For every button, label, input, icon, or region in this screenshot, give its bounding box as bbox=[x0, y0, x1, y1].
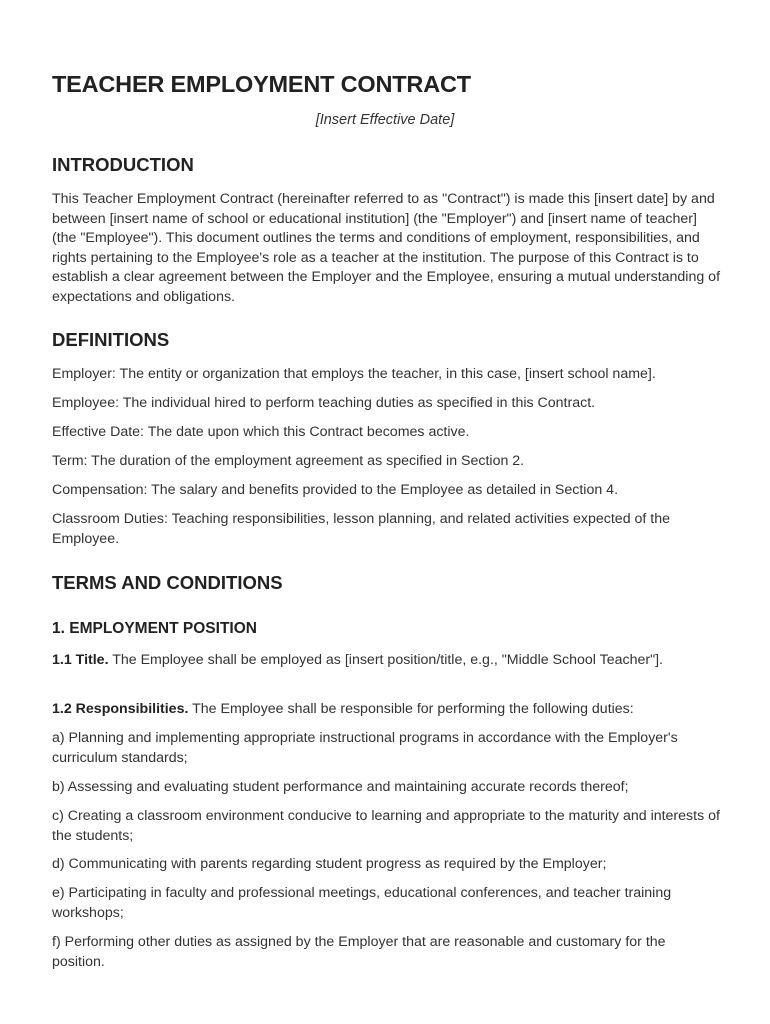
clause-1-1 bbox=[52, 651, 720, 671]
definition-item: Employer: The entity or organization that employs the teacher, in this case, [insert school name]. bbox=[52, 366, 656, 382]
definition-item: Classroom Duties: Teaching responsibilities, lesson planning, and related activities expected of the Employee. bbox=[52, 511, 671, 547]
definition-item: Employee: The individual hired to perform teaching duties as specified in this Contract. bbox=[52, 395, 596, 411]
clause-1-2-text: The Employee shall be responsible for performing the following duties: bbox=[188, 701, 634, 717]
clause-1-1-text: The Employee shall be employed as [insert position/title, e.g., "Middle School Teacher"]. bbox=[108, 652, 664, 668]
introduction-text: This Teacher Employment Contract (hereinafter referred to as "Contract") is made this [insert date] by and between [insert name of school or educational institution] (the "Employer") and [insert name of teacher] (the "Employee"). This document outlines the terms and conditions of employment, responsibilities, and rights pertaining to the Employee's role as a teacher at the institution. The purpose of this Contract is to establish a clear agreement between the Employer and the Employee, ensuring a mutual understanding of expectations and obligations. bbox=[52, 191, 721, 305]
introduction-heading: INTRODUCTION bbox=[52, 154, 194, 175]
duty-item: d) Communicating with parents regarding student progress as required by the Employer; bbox=[52, 856, 607, 872]
definition-item: Term: The duration of the employment agreement as specified in Section 2. bbox=[52, 453, 525, 469]
clause-1-2 bbox=[52, 700, 720, 720]
terms-heading: TERMS AND CONDITIONS bbox=[52, 572, 283, 593]
definition-item: Compensation: The salary and benefits provided to the Employee as detailed in Section 4. bbox=[52, 482, 619, 498]
duty-item: e) Participating in faculty and professional meetings, educational conferences, and teacher training workshops; bbox=[52, 885, 672, 921]
clause-1-2-label: 1.2 Responsibilities. bbox=[52, 701, 189, 717]
duty-item: b) Assessing and evaluating student performance and maintaining accurate records thereof; bbox=[52, 779, 629, 795]
duty-item: c) Creating a classroom environment conducive to learning and appropriate to the maturity and interests of the students; bbox=[52, 808, 720, 844]
duty-item: f) Performing other duties as assigned by the Employer that are reasonable and customary for the position. bbox=[52, 934, 666, 970]
definition-item: Effective Date: The date upon which this Contract becomes active. bbox=[52, 424, 470, 440]
clause-1-1-label: 1.1 Title. bbox=[52, 652, 109, 668]
document-title: TEACHER EMPLOYMENT CONTRACT bbox=[52, 71, 471, 97]
section-1-heading: 1. EMPLOYMENT POSITION bbox=[52, 620, 257, 637]
duty-item: a) Planning and implementing appropriate instructional programs in accordance with the Employer's curriculum standards; bbox=[52, 730, 678, 766]
definitions-heading: DEFINITIONS bbox=[52, 329, 170, 350]
effective-date: [Insert Effective Date] bbox=[315, 112, 455, 128]
